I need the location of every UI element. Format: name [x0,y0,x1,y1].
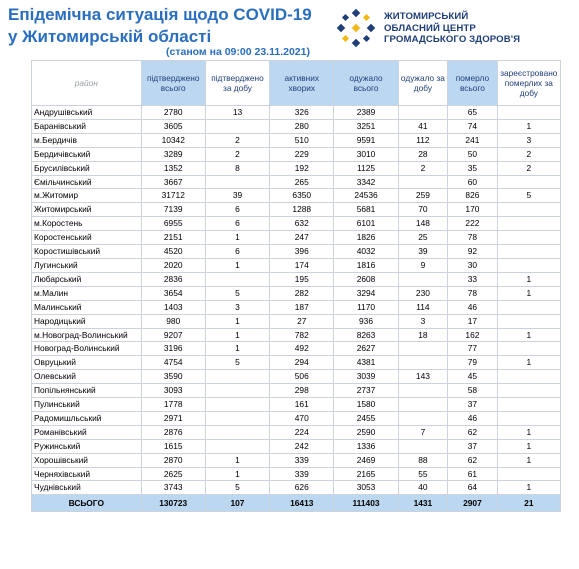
table-cell: 70 [398,203,448,217]
table-cell: 2165 [334,467,398,481]
table-cell: 3743 [141,481,205,495]
table-cell: 2737 [334,384,398,398]
district-name: Радомишльський [32,411,142,425]
total-label: ВСЬОГО [32,495,142,512]
table-cell: 2836 [141,272,205,286]
table-cell: 1 [497,453,560,467]
table-cell [497,106,560,120]
district-name: м.Бердичів [32,133,142,147]
table-cell: 1 [497,356,560,370]
table-cell: 247 [270,231,334,245]
table-cell: 1288 [270,203,334,217]
table-cell [398,175,448,189]
table-cell: 62 [448,453,498,467]
title-line-1: Епідемічна ситуація щодо COVID-19 [8,5,312,24]
table-row [32,314,561,328]
table-cell [497,245,560,259]
table-cell: 2625 [141,467,205,481]
table-cell: 229 [270,147,334,161]
table-cell: 626 [270,481,334,495]
table-cell: 3294 [334,286,398,300]
district-name: м.Малин [32,286,142,300]
table-row [32,147,561,161]
table-cell: 241 [448,133,498,147]
table-cell: 1 [497,481,560,495]
table-cell: 6955 [141,217,205,231]
table-cell: 62 [448,425,498,439]
table-cell: 3667 [141,175,205,189]
table-cell: 17 [448,314,498,328]
table-cell: 1 [497,328,560,342]
table-cell: 7139 [141,203,205,217]
table-cell: 5 [205,481,269,495]
table-row [32,189,561,203]
table-cell: 24536 [334,189,398,203]
table-cell: 2 [398,161,448,175]
table-row [32,439,561,453]
table-cell: 9 [398,258,448,272]
table-cell: 1 [497,425,560,439]
total-cell: 1431 [398,495,448,512]
logo-line-2: ОБЛАСНИЙ ЦЕНТР [384,22,476,34]
column-header: активних хворих [270,61,334,106]
district-name: Любарський [32,272,142,286]
table-cell: 1 [205,314,269,328]
table-cell: 1778 [141,398,205,412]
table-cell: 6 [205,217,269,231]
table-row [32,245,561,259]
column-header: район [32,61,142,106]
table-cell: 3 [497,133,560,147]
table-cell: 77 [448,342,498,356]
district-name: Брусилівський [32,161,142,175]
district-name: м.Коростень [32,217,142,231]
total-row [32,495,561,512]
table-cell: 74 [448,119,498,133]
district-name: Романівський [32,425,142,439]
total-cell: 2907 [448,495,498,512]
table-cell: 50 [448,147,498,161]
table-cell [398,106,448,120]
table-row [32,453,561,467]
logo-line-3: ГРОМАДСЬКОГО ЗДОРОВ'Я [384,34,521,45]
district-name: Попільнянський [32,384,142,398]
table-cell: 60 [448,175,498,189]
column-header: одужало всього [334,61,398,106]
table-cell [205,411,269,425]
table-cell: 2590 [334,425,398,439]
table-cell: 510 [270,133,334,147]
table-row [32,106,561,120]
table-cell: 1 [205,453,269,467]
table-cell: 2870 [141,453,205,467]
table-cell: 2780 [141,106,205,120]
table-cell: 64 [448,481,498,495]
table-cell: 280 [270,119,334,133]
table-row [32,384,561,398]
table-row [32,398,561,412]
district-name: Народицький [32,314,142,328]
table-cell: 58 [448,384,498,398]
table-cell: 1580 [334,398,398,412]
table-row [32,328,561,342]
table-cell: 3093 [141,384,205,398]
table-cell: 2 [497,147,560,161]
table-cell: 5 [205,356,269,370]
district-name: Ружинський [32,439,142,453]
table-cell: 33 [448,272,498,286]
table-cell [497,314,560,328]
table-cell: 265 [270,175,334,189]
table-cell: 9591 [334,133,398,147]
table-cell: 65 [448,106,498,120]
district-name: м.Новоград-Волинський [32,328,142,342]
logo-mark-icon [336,8,376,48]
table-cell [497,175,560,189]
table-cell: 18 [398,328,448,342]
district-name: Ємільчинський [32,175,142,189]
table-cell: 6350 [270,189,334,203]
table-row [32,161,561,175]
table-cell: 1 [497,272,560,286]
table-cell: 9207 [141,328,205,342]
table-cell: 3 [205,300,269,314]
table-cell: 4032 [334,245,398,259]
table-cell: 1336 [334,439,398,453]
table-cell: 326 [270,106,334,120]
table-row [32,133,561,147]
table-cell: 30 [448,258,498,272]
table-cell: 1 [497,286,560,300]
column-header: підтверджено всього [141,61,205,106]
district-name: Коростенський [32,231,142,245]
table-cell: 170 [448,203,498,217]
column-header: підтверджено за добу [205,61,269,106]
table-row [32,300,561,314]
table-cell: 492 [270,342,334,356]
district-name: Пулинський [32,398,142,412]
table-row [32,370,561,384]
table-cell: 5681 [334,203,398,217]
table-cell: 1 [497,119,560,133]
table-cell: 6101 [334,217,398,231]
table-cell: 242 [270,439,334,453]
table-cell: 2876 [141,425,205,439]
table-cell: 112 [398,133,448,147]
table-cell [497,203,560,217]
table-cell: 41 [398,119,448,133]
table-cell: 148 [398,217,448,231]
table-cell: 28 [398,147,448,161]
table-cell: 298 [270,384,334,398]
table-cell [205,384,269,398]
table-cell: 79 [448,356,498,370]
district-name: Овруцький [32,356,142,370]
table-cell: 92 [448,245,498,259]
table-cell: 55 [398,467,448,481]
table-cell [398,384,448,398]
total-cell: 130723 [141,495,205,512]
table-cell [205,119,269,133]
table-row [32,481,561,495]
table-row [32,467,561,481]
table-cell: 40 [398,481,448,495]
table-row [32,286,561,300]
table-cell: 37 [448,439,498,453]
table-cell [398,398,448,412]
table-cell [398,411,448,425]
table-header-row [32,61,561,106]
table-cell [497,231,560,245]
table-cell: 396 [270,245,334,259]
table-row [32,411,561,425]
district-name: Лугинський [32,258,142,272]
table-cell [205,425,269,439]
table-cell: 2608 [334,272,398,286]
table-cell [497,411,560,425]
table-cell [205,439,269,453]
table-cell: 6 [205,245,269,259]
table-cell: 2469 [334,453,398,467]
table-cell: 2627 [334,342,398,356]
table-cell: 4381 [334,356,398,370]
table-cell: 1125 [334,161,398,175]
table-cell: 31712 [141,189,205,203]
district-name: Коростишівський [32,245,142,259]
table-cell: 1352 [141,161,205,175]
table-cell [497,398,560,412]
table-cell: 1 [205,328,269,342]
table-cell [398,342,448,356]
title-line-2: у Житомирській області [8,27,212,46]
table-cell: 339 [270,453,334,467]
table-cell: 4520 [141,245,205,259]
covid-stats-table [31,60,561,512]
table-cell: 3342 [334,175,398,189]
table-cell: 294 [270,356,334,370]
table-cell: 27 [270,314,334,328]
table-cell: 1 [205,467,269,481]
table-cell: 46 [448,411,498,425]
table-cell: 114 [398,300,448,314]
table-row [32,342,561,356]
district-name: Черняхівський [32,467,142,481]
table-cell: 161 [270,398,334,412]
table-cell: 470 [270,411,334,425]
table-cell [497,300,560,314]
table-cell [497,342,560,356]
table-cell: 45 [448,370,498,384]
table-cell: 88 [398,453,448,467]
district-name: Баранівський [32,119,142,133]
logo-line-1: ЖИТОМИРСЬКИЙ [384,11,469,22]
table-cell [398,439,448,453]
table-cell [398,356,448,370]
table-cell: 174 [270,258,334,272]
table-cell: 3605 [141,119,205,133]
table-row [32,203,561,217]
table-cell: 506 [270,370,334,384]
table-cell: 1 [497,439,560,453]
table-cell: 1615 [141,439,205,453]
table-cell [398,272,448,286]
table-cell: 39 [205,189,269,203]
table-cell: 259 [398,189,448,203]
table-cell: 1 [205,231,269,245]
district-name: Малинський [32,300,142,314]
table-cell: 1 [205,342,269,356]
table-cell [205,175,269,189]
total-cell: 111403 [334,495,398,512]
total-cell: 21 [497,495,560,512]
table-cell: 3 [398,314,448,328]
table-cell: 2 [205,133,269,147]
table-cell: 1170 [334,300,398,314]
table-cell: 192 [270,161,334,175]
column-header: зареєстровано померлих за добу [497,61,560,106]
table-cell: 8263 [334,328,398,342]
table-cell [497,217,560,231]
district-name: Чуднівський [32,481,142,495]
table-cell: 7 [398,425,448,439]
table-row [32,217,561,231]
table-cell: 78 [448,231,498,245]
table-cell: 3654 [141,286,205,300]
table-cell: 222 [448,217,498,231]
district-name: м.Житомир [32,189,142,203]
table-row [32,119,561,133]
table-cell: 2455 [334,411,398,425]
table-cell: 35 [448,161,498,175]
district-name: Андрушівський [32,106,142,120]
table-cell: 195 [270,272,334,286]
table-cell: 10342 [141,133,205,147]
table-cell: 5 [205,286,269,300]
district-name: Хорошівський [32,453,142,467]
table-row [32,175,561,189]
table-cell [205,272,269,286]
table-cell: 1403 [141,300,205,314]
table-cell [497,370,560,384]
table-cell: 3196 [141,342,205,356]
table-cell: 39 [398,245,448,259]
table-cell: 980 [141,314,205,328]
table-cell: 1816 [334,258,398,272]
table-row [32,425,561,439]
page-title [8,4,338,48]
table-cell [205,370,269,384]
district-name: Бердичівський [32,147,142,161]
table-cell: 632 [270,217,334,231]
total-cell: 16413 [270,495,334,512]
table-cell: 61 [448,467,498,481]
total-cell: 107 [205,495,269,512]
table-cell: 187 [270,300,334,314]
logo-text [384,8,520,46]
table-cell: 282 [270,286,334,300]
table-cell: 230 [398,286,448,300]
column-header: одужало за добу [398,61,448,106]
table-cell: 3289 [141,147,205,161]
table-row [32,272,561,286]
table-cell: 936 [334,314,398,328]
column-header: померло всього [448,61,498,106]
table-cell: 3010 [334,147,398,161]
table-cell: 2 [497,161,560,175]
table-cell: 339 [270,467,334,481]
district-name: Новоград-Волинський [32,342,142,356]
table-cell: 162 [448,328,498,342]
table-cell: 2020 [141,258,205,272]
table-cell: 2971 [141,411,205,425]
table-cell [497,467,560,481]
table-cell: 25 [398,231,448,245]
table-cell: 782 [270,328,334,342]
table-cell: 2389 [334,106,398,120]
table-cell: 2 [205,147,269,161]
table-cell: 2151 [141,231,205,245]
table-cell: 13 [205,106,269,120]
table-cell: 8 [205,161,269,175]
table-cell: 1 [205,258,269,272]
health-center-logo [336,8,576,52]
table-cell: 3251 [334,119,398,133]
table-cell: 37 [448,398,498,412]
district-name: Олевський [32,370,142,384]
table-cell: 46 [448,300,498,314]
table-cell: 224 [270,425,334,439]
table-cell [497,384,560,398]
table-cell [205,398,269,412]
table-cell: 3039 [334,370,398,384]
table-row [32,258,561,272]
table-cell: 1826 [334,231,398,245]
report-date: (станом на 09:00 23.11.2021) [166,46,310,58]
table-cell: 5 [497,189,560,203]
table-cell: 3053 [334,481,398,495]
table-cell: 143 [398,370,448,384]
district-name: Житомирський [32,203,142,217]
table-cell: 6 [205,203,269,217]
table-cell: 78 [448,286,498,300]
table-row [32,356,561,370]
table-cell: 3590 [141,370,205,384]
table-body [32,106,561,512]
table-row [32,231,561,245]
table-cell: 4754 [141,356,205,370]
table-cell: 826 [448,189,498,203]
table-cell [497,258,560,272]
